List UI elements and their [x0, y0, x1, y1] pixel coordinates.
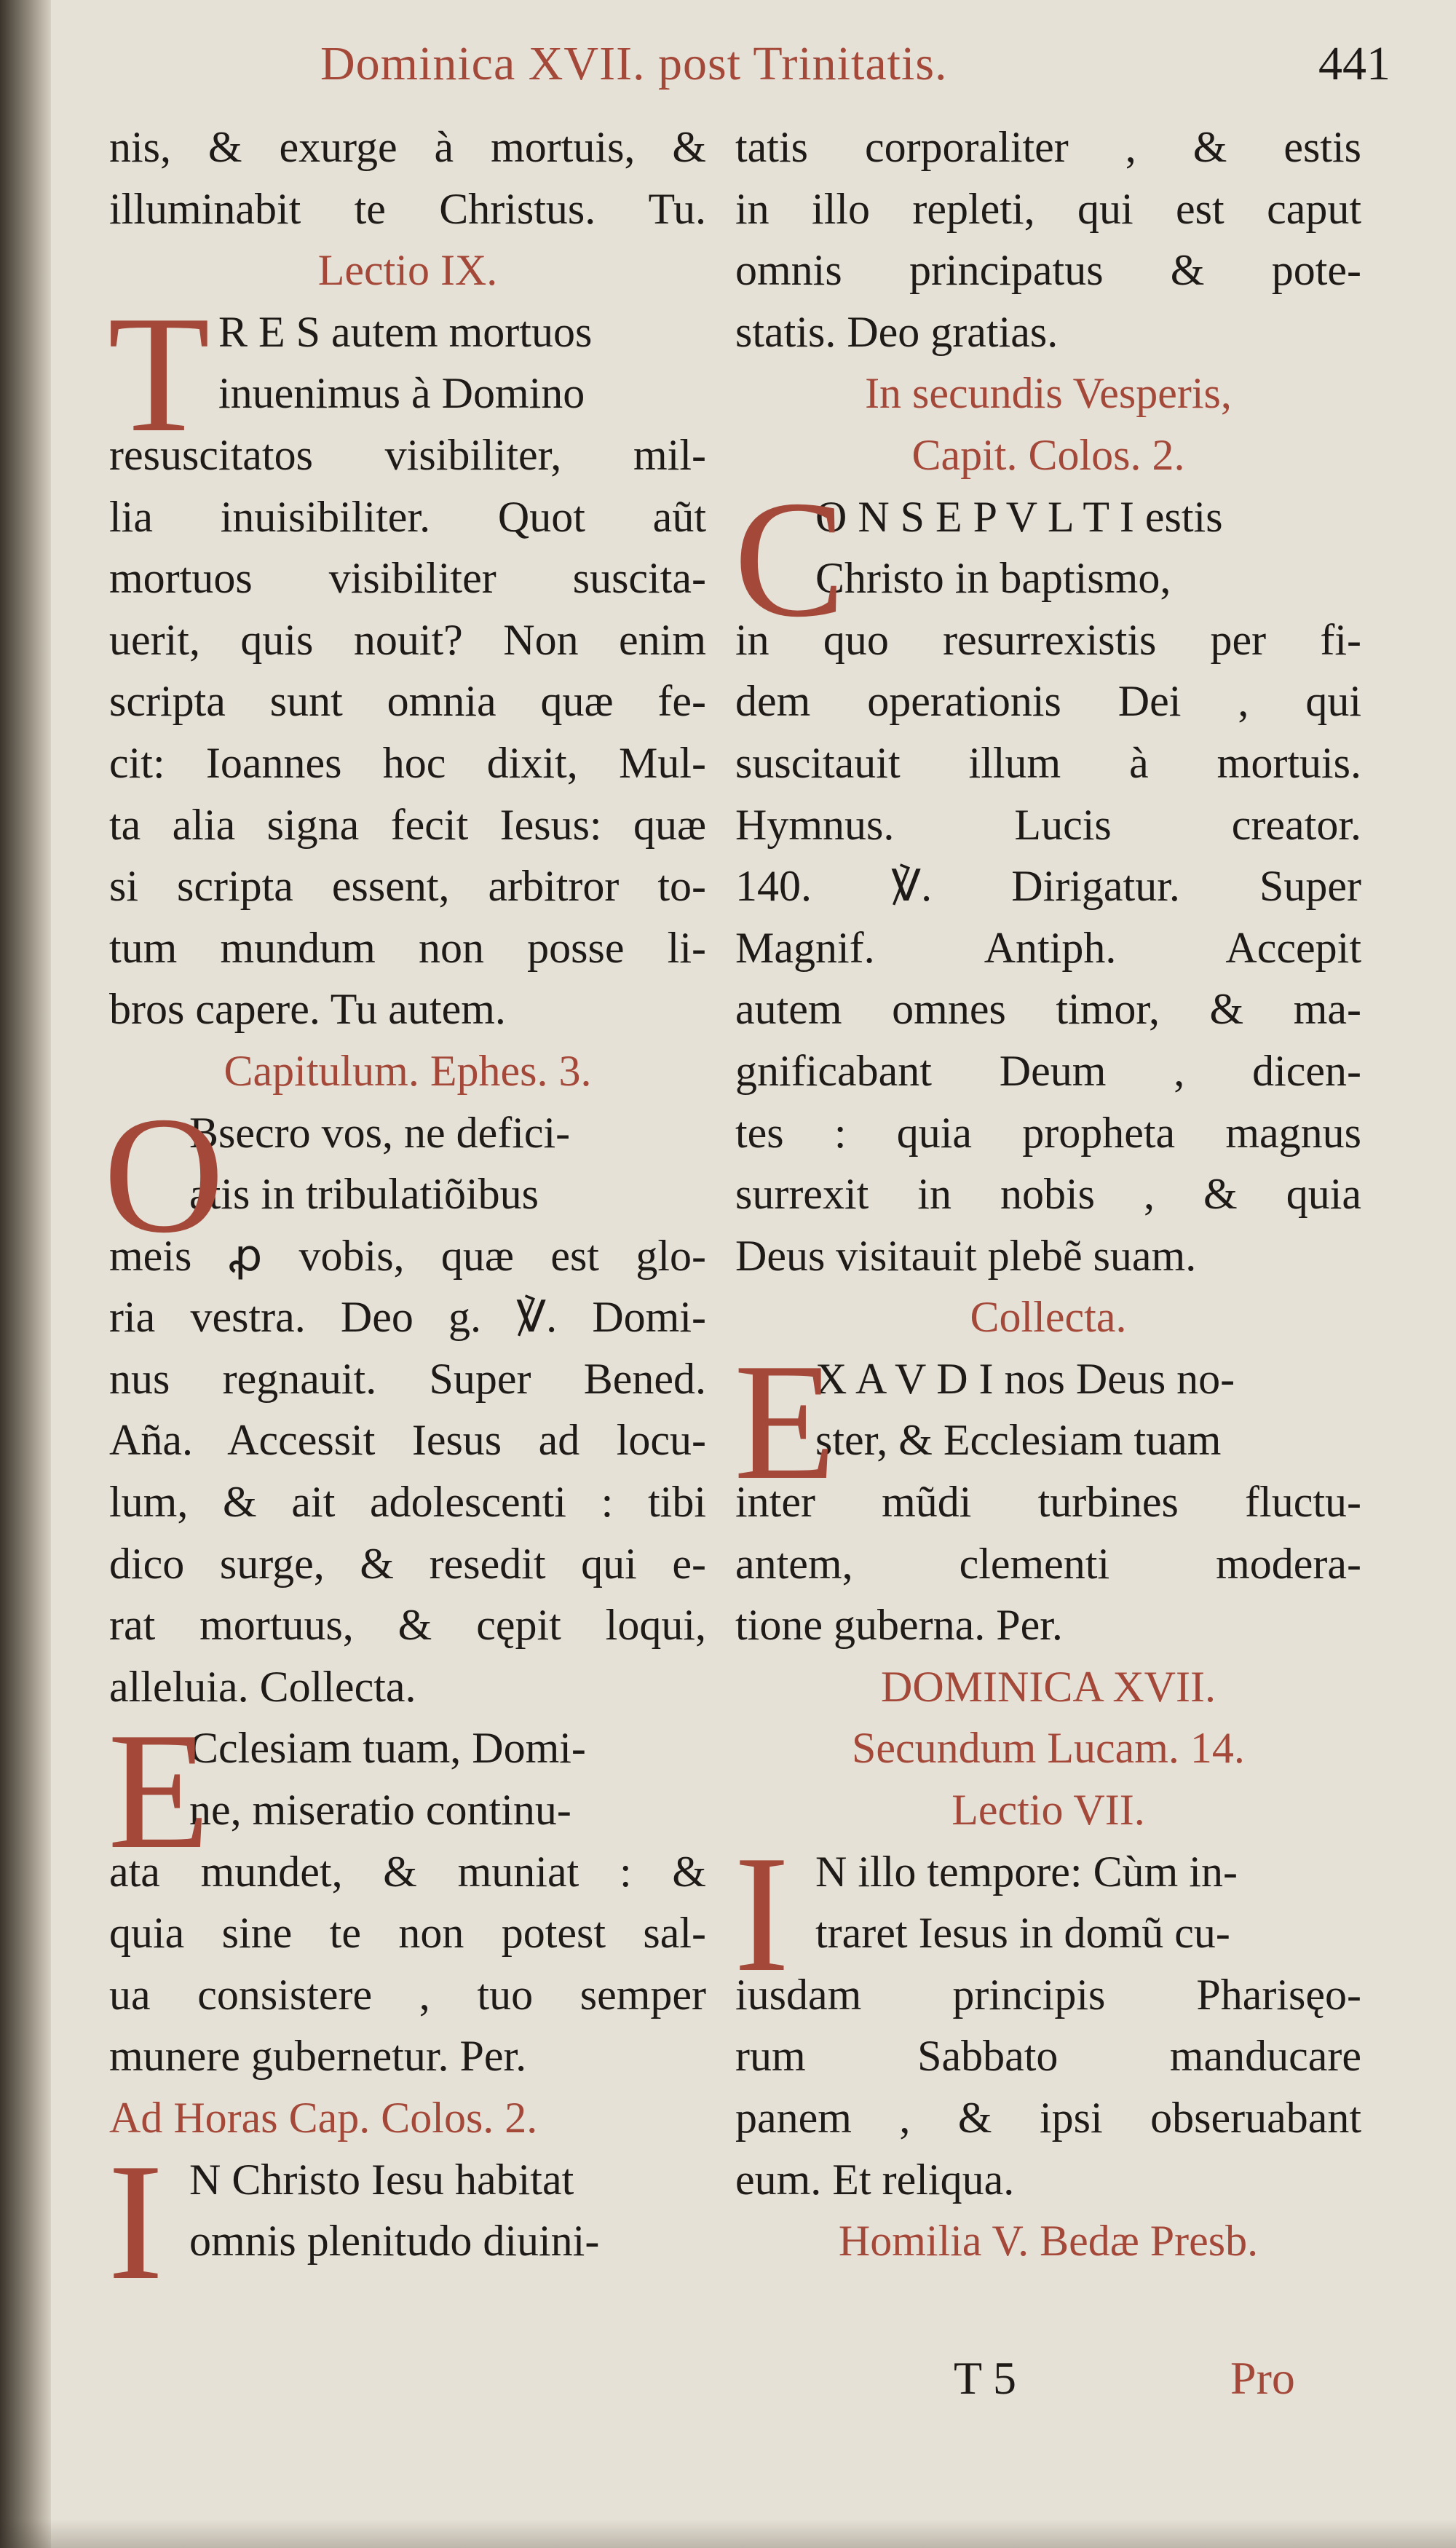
- right-column-line: DOMINICA XVII.: [881, 1662, 1216, 1711]
- left-column-line: cit: Ioannes hoc dixit, Mul-: [109, 738, 706, 787]
- right-column-line: in illo repleti, qui est caput: [735, 184, 1361, 233]
- left-column-line: R E S autem mortuos: [218, 307, 593, 356]
- right-column-line: Magnif. Antiph. Accepit: [735, 923, 1361, 972]
- right-column: [735, 116, 1361, 2272]
- left-column-line: Capitulum. Ephes. 3.: [223, 1046, 592, 1095]
- initial-vesperis: C: [734, 466, 846, 652]
- left-column-line: dico surge, & resedit qui e-: [109, 1539, 706, 1588]
- right-column-line: iusdam principis Pharisęo-: [735, 1970, 1361, 2019]
- initial-capitulum: O: [103, 1082, 225, 1267]
- right-column-line: X A V D I nos Deus no-: [815, 1354, 1235, 1403]
- left-column-line: alleluia. Collecta.: [109, 1662, 416, 1711]
- right-column-line: surrexit in nobis , & quia: [735, 1170, 1361, 1219]
- left-column-line: Aña. Accessit Iesus ad locu-: [109, 1416, 706, 1465]
- left-column-line: ata mundet, & muniat : &: [109, 1847, 706, 1896]
- right-column-line: Collecta.: [970, 1293, 1127, 1342]
- right-column-line: statis. Deo gratias.: [735, 307, 1059, 356]
- left-column-line: bros capere. Tu autem.: [109, 985, 506, 1034]
- book-gutter: [0, 0, 51, 2548]
- left-column-line: illuminabit te Christus. Tu.: [109, 184, 706, 233]
- left-column-line: uerit, quis nouit? Non enim: [109, 615, 706, 664]
- right-column-line: O N S E P V L T I estis: [815, 492, 1223, 541]
- left-column-line: nis, & exurge à mortuis, &: [109, 123, 706, 171]
- left-column-line: lum, & ait adolescenti : tibi: [109, 1478, 706, 1527]
- left-column-line: meis ꝓ vobis, quæ est glo-: [109, 1231, 706, 1280]
- left-column-line: ne, miseratio continu-: [189, 1786, 571, 1835]
- left-column-line: ria vestra. Deo g. ℣. Domi-: [109, 1293, 706, 1342]
- right-column-line: eum. Et reliqua.: [735, 2155, 1015, 2204]
- initial-collecta-right: E: [734, 1329, 836, 1514]
- initial-ad-horas: I: [108, 2129, 164, 2314]
- right-column-line: Deus visitauit plebẽ suam.: [735, 1231, 1197, 1280]
- right-column-line: Hymnus. Lucis creator.: [735, 800, 1361, 849]
- left-column-line: lia inuisibiliter. Quot aũt: [109, 492, 706, 541]
- left-column-line: nus regnauit. Super Bened.: [109, 1354, 706, 1403]
- right-column-line: suscitauit illum à mortuis.: [735, 738, 1361, 787]
- right-column-line: tes : quia propheta magnus: [735, 1108, 1361, 1157]
- page-shadow: [0, 2519, 1456, 2548]
- right-column-line: autem omnes timor, & ma-: [735, 985, 1361, 1034]
- left-column-line: rat mortuus, & cępit loqui,: [109, 1601, 706, 1650]
- right-column-line: In secundis Vesperis,: [865, 369, 1232, 418]
- left-column-line: ua consistere , tuo semper: [109, 1970, 706, 2019]
- right-column-line: traret Iesus in domũ cu-: [815, 1909, 1230, 1958]
- left-column-line: tum mundum non posse li-: [109, 923, 706, 972]
- right-column-line: tatis corporaliter , & estis: [735, 123, 1361, 171]
- initial-collecta-left: E: [108, 1698, 210, 1883]
- left-column-line: quia sine te non potest sal-: [109, 1909, 706, 1958]
- right-column-line: inter mũdi turbines fluctu-: [735, 1478, 1361, 1527]
- catchword: Pro: [1230, 2352, 1295, 2404]
- running-title: Dominica XVII. post Trinitatis.: [320, 37, 948, 90]
- right-column-line: antem, clementi modera-: [735, 1539, 1361, 1588]
- left-column-line: atis in tribulatiõibus: [189, 1170, 539, 1219]
- right-column-line: Capit. Colos. 2.: [911, 430, 1185, 479]
- right-column-line: Lectio VII.: [951, 1786, 1145, 1835]
- signature-mark: T 5: [954, 2352, 1016, 2404]
- left-column-line: Ad Horas Cap. Colos. 2.: [109, 2094, 538, 2142]
- left-column-line: Lectio IX.: [317, 246, 498, 295]
- left-column-line: omnis plenitudo diuini-: [189, 2217, 600, 2266]
- right-column-line: Secundum Lucam. 14.: [852, 1724, 1245, 1773]
- right-column-line: Christo in baptismo,: [815, 554, 1171, 603]
- initial-lectio: T: [108, 281, 210, 467]
- right-column-line: ster, & Ecclesiam tuam: [815, 1416, 1222, 1465]
- right-column-line: N illo tempore: Cùm in-: [815, 1847, 1238, 1896]
- left-column-line: N Christo Iesu habitat: [189, 2155, 574, 2204]
- left-column-line: si scripta essent, arbitror to-: [109, 862, 706, 911]
- initial-dominica: I: [734, 1821, 790, 2006]
- right-column-line: tione guberna. Per.: [735, 1601, 1063, 1650]
- right-column-line: panem , & ipsi obseruabant: [735, 2094, 1361, 2142]
- left-column-line: munere gubernetur. Per.: [109, 2032, 527, 2081]
- right-column-line: gnificabant Deum , dicen-: [735, 1046, 1361, 1095]
- right-column-line: dem operationis Dei , qui: [735, 677, 1361, 726]
- left-column-line: Bsecro vos, ne defici-: [189, 1108, 571, 1157]
- left-column-line: scripta sunt omnia quæ fe-: [109, 677, 706, 726]
- right-column-line: rum Sabbato manducare: [735, 2032, 1361, 2081]
- right-column-line: omnis principatus & pote-: [735, 246, 1361, 295]
- left-column-line: Cclesiam tuam, Domi-: [189, 1724, 586, 1773]
- left-column-line: resuscitatos visibiliter, mil-: [109, 430, 706, 479]
- page-number: 441: [1318, 37, 1390, 90]
- left-column-line: inuenimus à Domino: [218, 369, 585, 418]
- left-column-line: mortuos visibiliter suscita-: [109, 554, 706, 603]
- right-column-line: in quo resurrexistis per fi-: [735, 615, 1361, 664]
- right-column-line: 140. ℣. Dirigatur. Super: [735, 862, 1361, 911]
- right-column-line: Homilia V. Bedæ Presb.: [838, 2217, 1259, 2266]
- left-column-line: ta alia signa fecit Iesus: quæ: [109, 800, 706, 849]
